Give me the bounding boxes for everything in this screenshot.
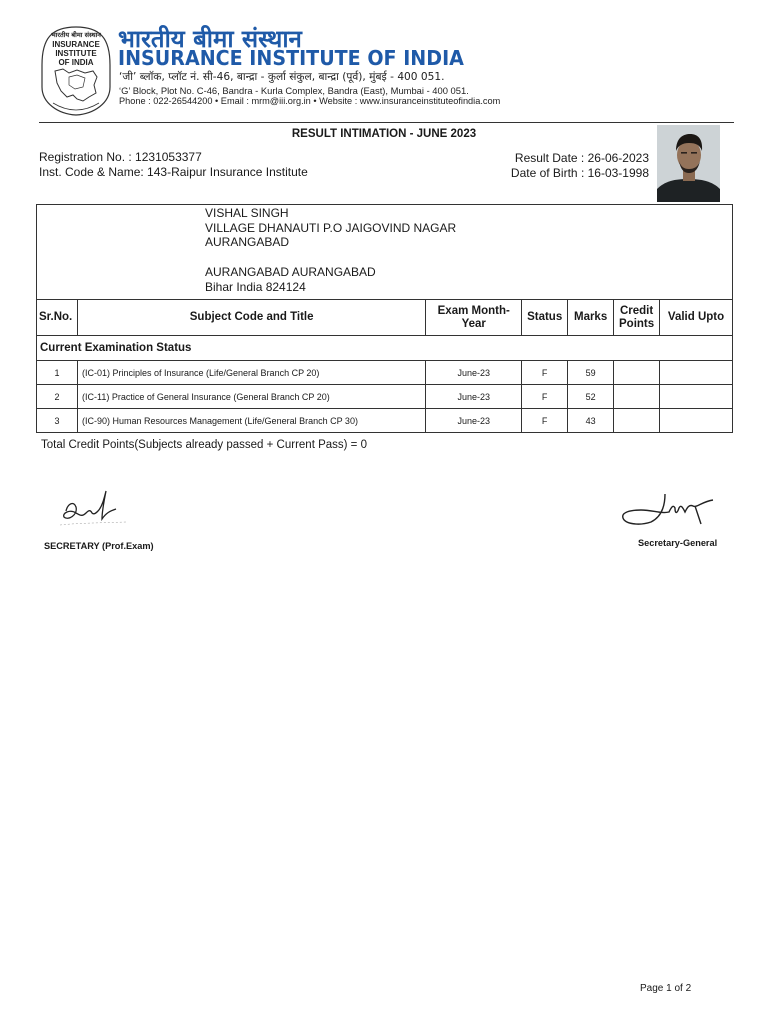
candidate-address-line: AURANGABAD AURANGABAD	[205, 265, 376, 279]
sr-no-cell: 2	[37, 385, 78, 409]
subject-title-cell: (IC-01) Principles of Insurance (Life/General Branch CP 20)	[77, 361, 425, 385]
credit-cell	[614, 385, 660, 409]
total-credit-points: Total Credit Points(Subjects already passed + Current Pass) = 0	[41, 439, 367, 451]
credit-cell	[614, 361, 660, 385]
table-row	[37, 409, 733, 433]
candidate-address-line: VILLAGE DHANAUTI P.O JAIGOVIND NAGAR	[205, 221, 457, 235]
status-cell: F	[522, 361, 568, 385]
sr-no-cell: 3	[37, 409, 78, 433]
secretary-general-signature	[617, 490, 723, 530]
seal-institute-text: INSTITUTE	[55, 49, 97, 58]
seal-hindi-text: भारतीय बीमा संस्थान	[51, 31, 101, 39]
secretary-label: SECRETARY (Prof.Exam)	[44, 541, 154, 551]
section-row	[37, 336, 733, 361]
page-number: Page 1 of 2	[640, 983, 692, 994]
valid-cell	[660, 385, 733, 409]
date-of-birth: Date of Birth : 16-03-1998	[510, 166, 649, 180]
credit-cell	[614, 409, 660, 433]
marks-cell: 52	[568, 385, 614, 409]
section-label: Current Examination Status	[37, 336, 733, 361]
column-header: Credit Points	[614, 300, 660, 336]
secretary-signature	[58, 487, 128, 535]
status-cell: F	[522, 385, 568, 409]
column-header: Valid Upto	[660, 300, 733, 336]
valid-cell	[660, 361, 733, 385]
marks-cell: 43	[568, 409, 614, 433]
valid-cell	[660, 409, 733, 433]
table-header-row	[37, 300, 733, 336]
table-row	[37, 361, 733, 385]
exam-cell: June-23	[426, 409, 522, 433]
candidate-photo	[657, 125, 720, 202]
column-header: Exam Month-Year	[426, 300, 522, 336]
subject-title-cell: (IC-90) Human Resources Management (Life/General Branch CP 30)	[77, 409, 425, 433]
institute-contact: Phone : 022-26544200 • Email : mrm@iii.org.in • Website : www.insuranceinstituteofindia.com	[119, 96, 501, 106]
institute-name-hindi: भारतीय बीमा संस्थान	[118, 25, 302, 53]
column-header: Status	[522, 300, 568, 336]
secretary-general-label: Secretary-General	[638, 538, 718, 548]
institute-name-english: INSURANCE INSTITUTE OF INDIA	[118, 46, 464, 70]
institute-seal-logo	[39, 25, 113, 117]
status-cell: F	[522, 409, 568, 433]
candidate-name: VISHAL SINGH	[205, 206, 289, 220]
results-table	[36, 299, 733, 433]
exam-cell: June-23	[426, 385, 522, 409]
exam-cell: June-23	[426, 361, 522, 385]
column-header: Marks	[568, 300, 614, 336]
seal-insurance-text: INSURANCE	[52, 40, 100, 49]
sr-no-cell: 1	[37, 361, 78, 385]
candidate-address-line: AURANGABAD	[205, 235, 290, 249]
document-title: RESULT INTIMATION - JUNE 2023	[291, 128, 477, 140]
result-date: Result Date : 26-06-2023	[514, 151, 649, 165]
registration-number: Registration No. : 1231053377	[39, 150, 202, 164]
column-header: Sr.No.	[37, 300, 78, 336]
seal-ofindia-text: OF INDIA	[58, 58, 94, 67]
header-divider	[39, 122, 734, 123]
institute-address-english: ‘G’ Block, Plot No. C-46, Bandra - Kurla Complex, Bandra (East), Mumbai - 400 051.	[119, 85, 469, 96]
subject-title-cell: (IC-11) Practice of General Insurance (General Branch CP 20)	[77, 385, 425, 409]
institute-address-hindi: ‘जी’ ब्लॉक, प्लॉट नं. सी-46, बान्द्रा - कुर्ला संकुल, बान्द्रा (पूर्व), मुंबई - 400 051.	[119, 71, 445, 83]
institute-code-name: Inst. Code & Name: 143-Raipur Insurance Institute	[39, 165, 308, 179]
column-header: Subject Code and Title	[77, 300, 425, 336]
table-row	[37, 385, 733, 409]
candidate-address-line: Bihar India 824124	[205, 280, 306, 294]
marks-cell: 59	[568, 361, 614, 385]
